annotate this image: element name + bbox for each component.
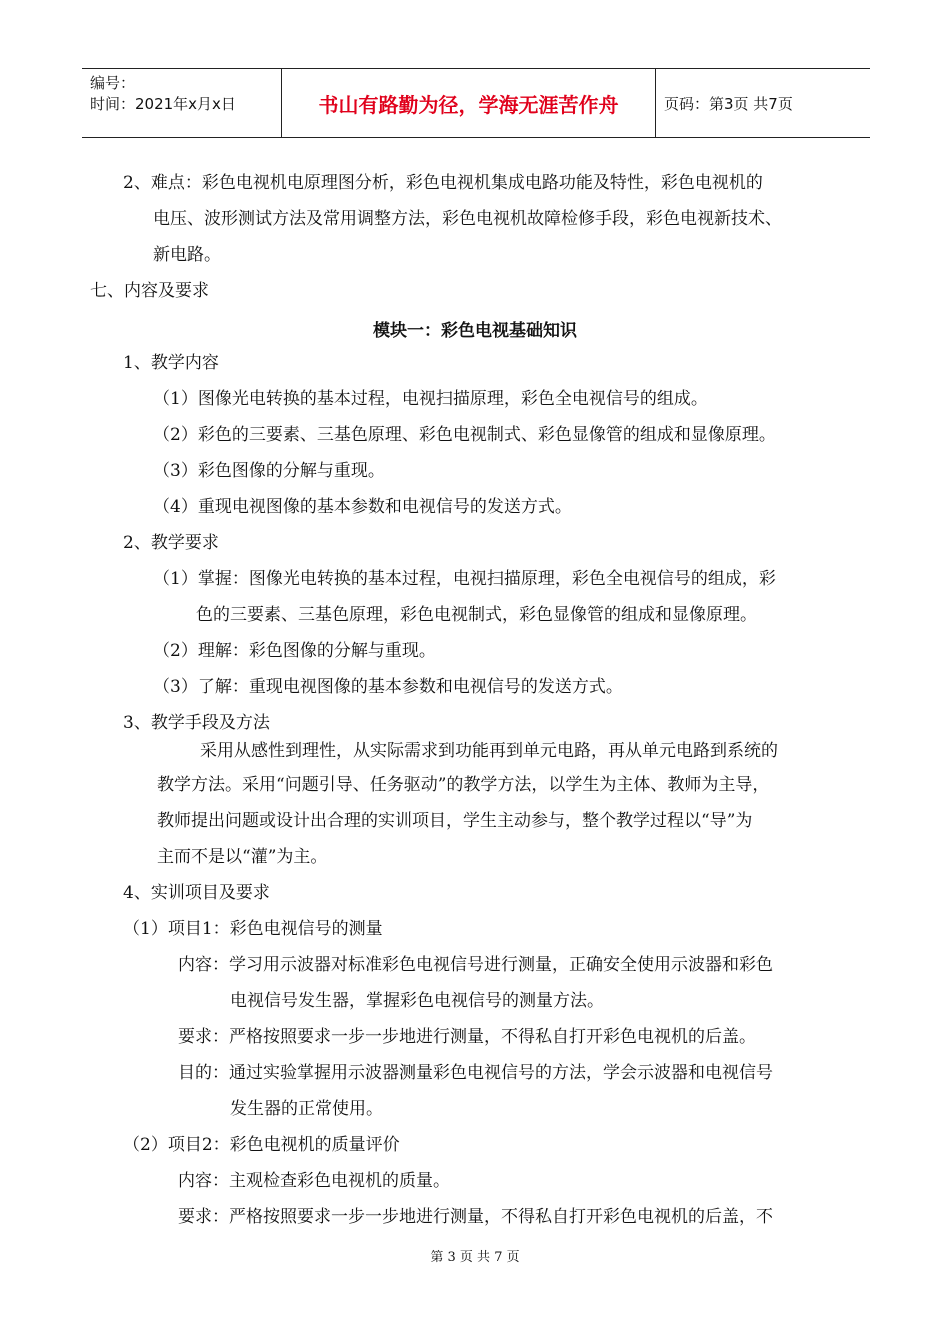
text-line: 目的：通过实验掌握用示波器测量彩色电视信号的方法，学会示波器和电视信号: [178, 1063, 773, 1083]
text-line: （2）理解：彩色图像的分解与重现。: [153, 641, 436, 661]
text-line: （1）掌握：图像光电转换的基本过程，电视扫描原理，彩色全电视信号的组成，彩: [153, 569, 776, 589]
page-header: [82, 68, 870, 138]
subsection-heading: 4、实训项目及要求: [123, 883, 270, 903]
text-line: （2）彩色的三要素、三基色原理、彩色电视制式、彩色显像管的组成和显像原理。: [153, 425, 776, 445]
text-line: 教师提出问题或设计出合理的实训项目，学生主动参与，整个教学过程以“导”为: [157, 811, 753, 831]
text-line: 发生器的正常使用。: [230, 1099, 383, 1119]
text-line: 采用从感性到理性，从实际需求到功能再到单元电路，再从单元电路到系统的: [200, 741, 778, 761]
text-line: 电视信号发生器，掌握彩色电视信号的测量方法。: [230, 991, 604, 1011]
section-heading: 七、内容及要求: [90, 281, 209, 301]
text-line: 要求：严格按照要求一步一步地进行测量，不得私自打开彩色电视机的后盖，不: [178, 1207, 773, 1227]
subsection-heading: 2、教学要求: [123, 533, 219, 553]
text-line: 新电路。: [153, 245, 221, 265]
text-line: （3）彩色图像的分解与重现。: [153, 461, 385, 481]
header-page-label: 页码：第3页 共7页: [664, 94, 793, 113]
text-line: 教学方法。采用“问题引导、任务驱动”的教学方法，以学生为主体、教师为主导，: [157, 775, 770, 795]
header-meta: [82, 69, 282, 137]
text-line: 色的三要素、三基色原理，彩色电视制式，彩色显像管的组成和显像原理。: [196, 605, 757, 625]
number-label: 编号：: [90, 74, 136, 92]
text-line: 2、难点：彩色电视机电原理图分析，彩色电视机集成电路功能及特性，彩色电视机的: [123, 173, 763, 193]
page-footer: 第 3 页 共 7 页: [430, 1250, 520, 1265]
text-line: （1）图像光电转换的基本过程，电视扫描原理，彩色全电视信号的组成。: [153, 389, 708, 409]
header-motto: 书山有路勤为径，学海无涯苦作舟: [282, 69, 656, 137]
text-line: 电压、波形测试方法及常用调整方法，彩色电视机故障检修手段，彩色电视新技术、: [153, 209, 782, 229]
subsection-heading: 1、教学内容: [123, 353, 219, 373]
project-heading: （2）项目2：彩色电视机的质量评价: [123, 1135, 400, 1155]
module-title: 模块一：彩色电视基础知识: [373, 321, 577, 341]
text-line: 内容：主观检查彩色电视机的质量。: [178, 1171, 450, 1191]
subsection-heading: 3、教学手段及方法: [123, 713, 270, 733]
project-heading: （1）项目1：彩色电视信号的测量: [123, 919, 383, 939]
text-line: 主而不是以“灌”为主。: [157, 847, 328, 867]
text-line: （3）了解：重现电视图像的基本参数和电视信号的发送方式。: [153, 677, 623, 697]
text-line: 内容：学习用示波器对标准彩色电视信号进行测量，正确安全使用示波器和彩色: [178, 955, 773, 975]
text-line: 要求：严格按照要求一步一步地进行测量，不得私自打开彩色电视机的后盖。: [178, 1027, 756, 1047]
time-label: 时间：2021年x月x日: [90, 95, 236, 113]
text-line: （4）重现电视图像的基本参数和电视信号的发送方式。: [153, 497, 572, 517]
